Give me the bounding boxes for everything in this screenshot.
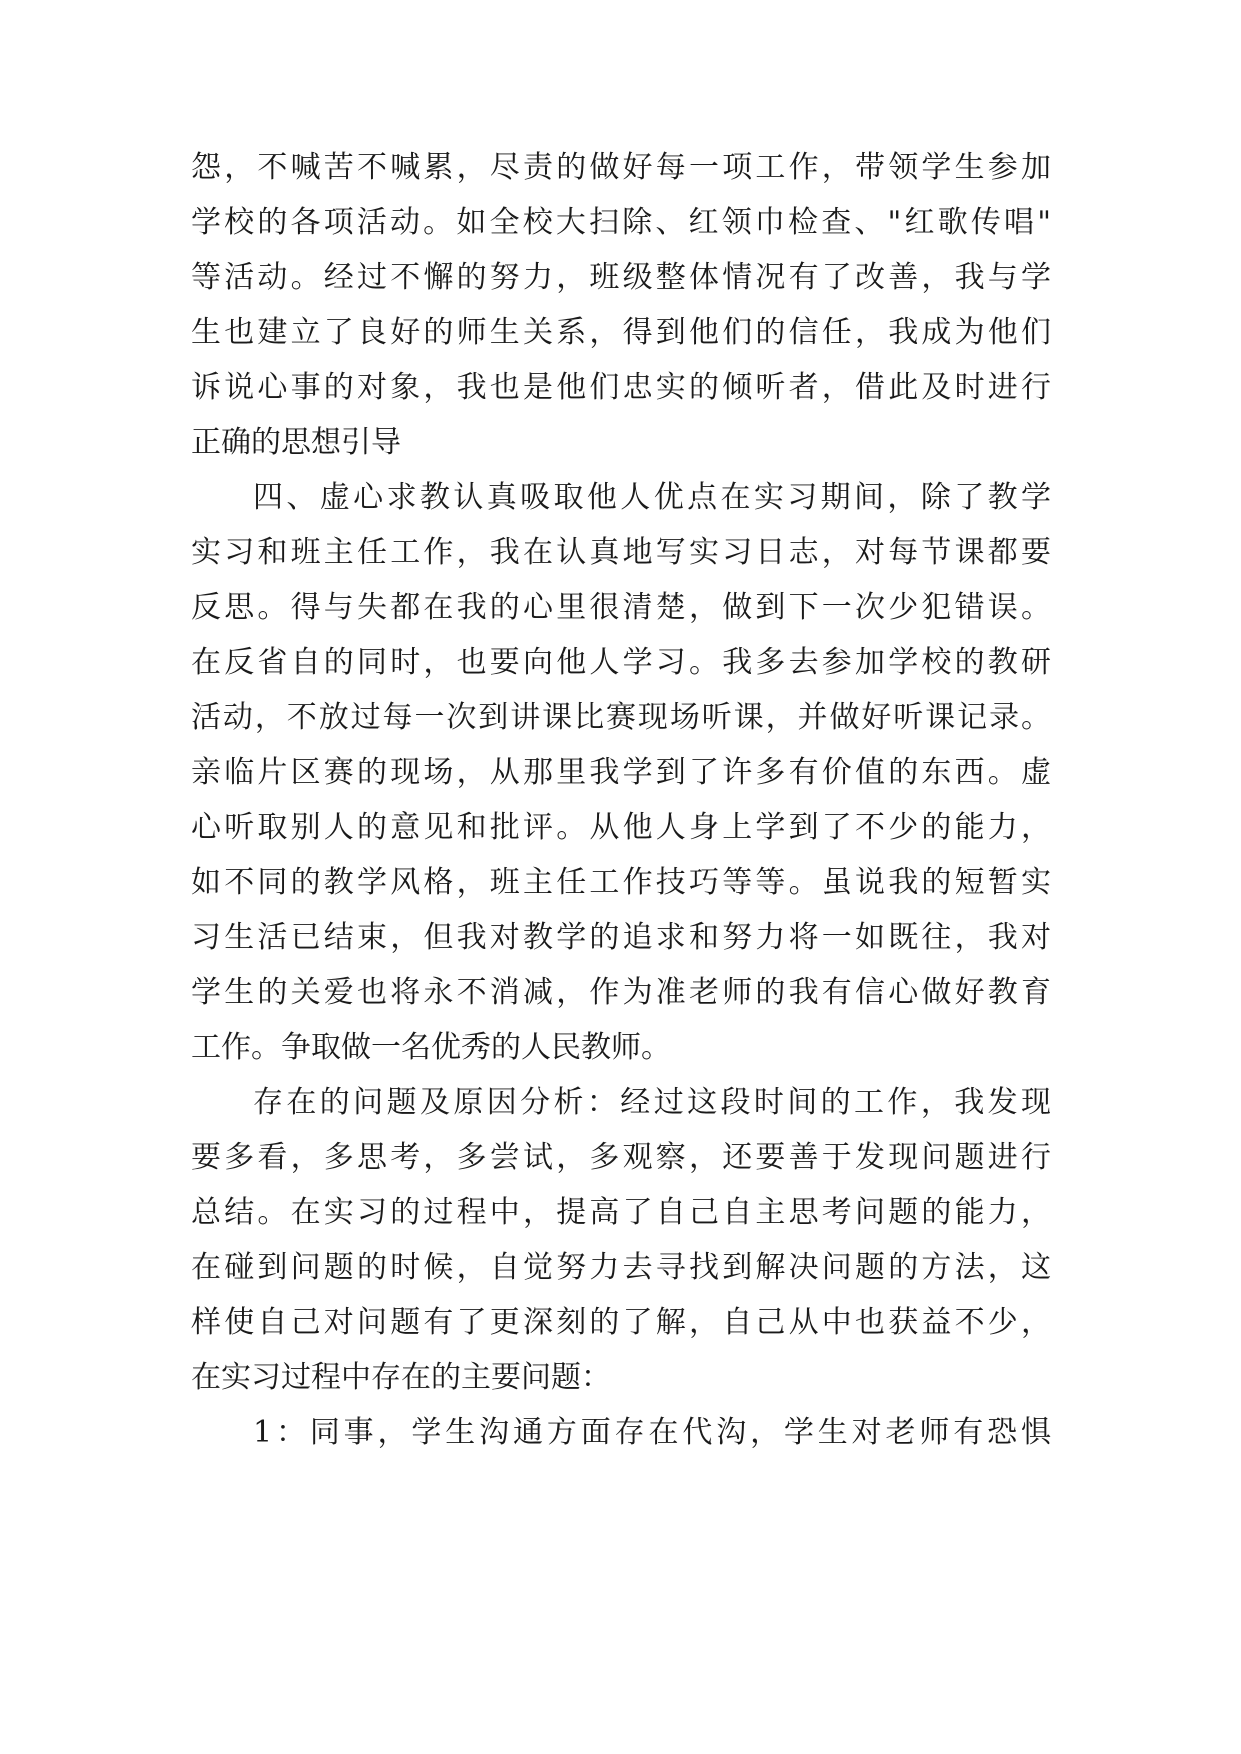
paragraph-4-line-1: 1：同事，学生沟通方面存在代沟，学生对老师有恐惧 [253,1415,1051,1450]
paragraph-2-line-3: 反思。得与失都在我的心里很清楚，做到下一次少犯错误。 [191,590,1051,625]
paragraph-3-line-5: 样使自己对问题有了更深刻的了解，自己从中也获益不少， [191,1305,1051,1340]
paragraph-2-line-2: 实习和班主任工作，我在认真地写实习日志，对每节课都要 [191,535,1051,570]
paragraph-1-line-4: 生也建立了良好的师生关系，得到他们的信任，我成为他们 [191,315,1051,350]
paragraph-3-line-6: 在实习过程中存在的主要问题： [191,1360,611,1395]
paragraph-1-line-6: 正确的思想引导 [191,425,401,460]
paragraph-3-line-3: 总结。在实习的过程中，提高了自己自主思考问题的能力， [191,1195,1051,1230]
paragraph-1-line-1: 怨，不喊苦不喊累，尽责的做好每一项工作，带领学生参加 [191,150,1051,185]
paragraph-1-line-2: 学校的各项活动。如全校大扫除、红领巾检查、"红歌传唱" [191,205,1051,240]
paragraph-3-line-1: 存在的问题及原因分析：经过这段时间的工作，我发现 [253,1085,1051,1120]
paragraph-2-line-5: 活动，不放过每一次到讲课比赛现场听课，并做好听课记录。 [191,700,1051,735]
paragraph-2-line-11: 工作。争取做一名优秀的人民教师。 [191,1030,671,1065]
paragraph-2-line-6: 亲临片区赛的现场，从那里我学到了许多有价值的东西。虚 [191,755,1051,790]
paragraph-1-line-5: 诉说心事的对象，我也是他们忠实的倾听者，借此及时进行 [191,370,1051,405]
paragraph-3-line-4: 在碰到问题的时候，自觉努力去寻找到解决问题的方法，这 [191,1250,1051,1285]
paragraph-2-line-8: 如不同的教学风格，班主任工作技巧等等。虽说我的短暂实 [191,865,1051,900]
paragraph-2-line-7: 心听取别人的意见和批评。从他人身上学到了不少的能力， [191,810,1051,845]
paragraph-2-line-1: 四、虚心求教认真吸取他人优点在实习期间，除了教学 [253,480,1051,515]
paragraph-2-line-9: 习生活已结束，但我对教学的追求和努力将一如既往，我对 [191,920,1051,955]
paragraph-2-line-10: 学生的关爱也将永不消减，作为准老师的我有信心做好教育 [191,975,1051,1010]
paragraph-3-line-2: 要多看，多思考，多尝试，多观察，还要善于发现问题进行 [191,1140,1051,1175]
paragraph-2-line-4: 在反省自的同时，也要向他人学习。我多去参加学校的教研 [191,645,1051,680]
paragraph-1-line-3: 等活动。经过不懈的努力，班级整体情况有了改善，我与学 [191,260,1051,295]
